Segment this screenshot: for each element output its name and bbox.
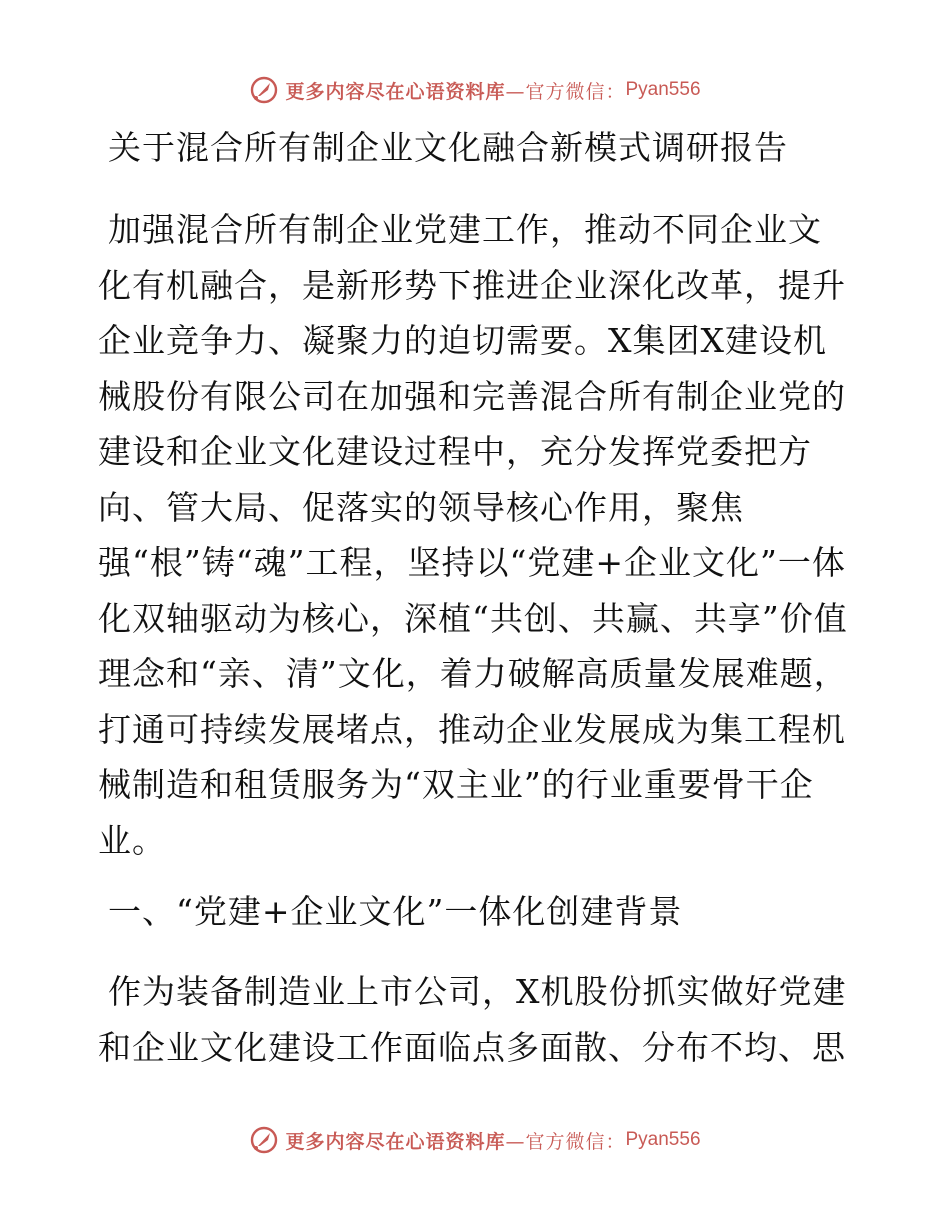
quill-circle-icon xyxy=(249,75,279,105)
document-title: 关于混合所有制企业文化融合新模式调研报告 xyxy=(108,128,788,167)
paragraph-section-1: 作为装备制造业上市公司，X机股份抓实做好党建和企业文化建设工作面临点多面散、分布不均、思 xyxy=(98,972,847,1067)
paragraph-intro: 加强混合所有制企业党建工作，推动不同企业文化有机融合，是新形势下推进企业深化改革，提升企业竞争力、凝聚力的迫切需要。X集团X建设机械股份有限公司在加强和完善混合所有制企业党的建设和企业文化建设过程中，充分发挥党委把方向、管大局、促落实的领导核心作用，聚焦强“根”铸“魂”工程，坚持以“党建+企业文化”一体化双轴驱动为核心，深植“共创、共赢、共享”价值理念和“亲、清”文化，着力破解高质量发展难题，打通可持续发展堵点，推动企业发展成为集工程机械制造和租赁服务为“双主业”的行业重要骨干企业。 xyxy=(98,210,848,860)
watermark-text: 更多内容尽在心语资料库 xyxy=(285,80,506,103)
section-heading-1: 一、“党建+企业文化”一体化创建背景 xyxy=(108,892,683,931)
document-body xyxy=(98,122,858,1075)
quill-circle-icon xyxy=(249,1125,279,1155)
watermark-text: 更多内容尽在心语资料库 xyxy=(285,1130,506,1153)
watermark-banner-bottom xyxy=(0,1120,950,1160)
watermark-separator: —官方微信： xyxy=(505,80,626,103)
watermark-wechat-id: Pyan556 xyxy=(625,79,701,100)
watermark-separator: —官方微信： xyxy=(505,1130,626,1153)
watermark-banner-top xyxy=(0,70,950,110)
watermark-wechat-id: Pyan556 xyxy=(625,1129,701,1150)
